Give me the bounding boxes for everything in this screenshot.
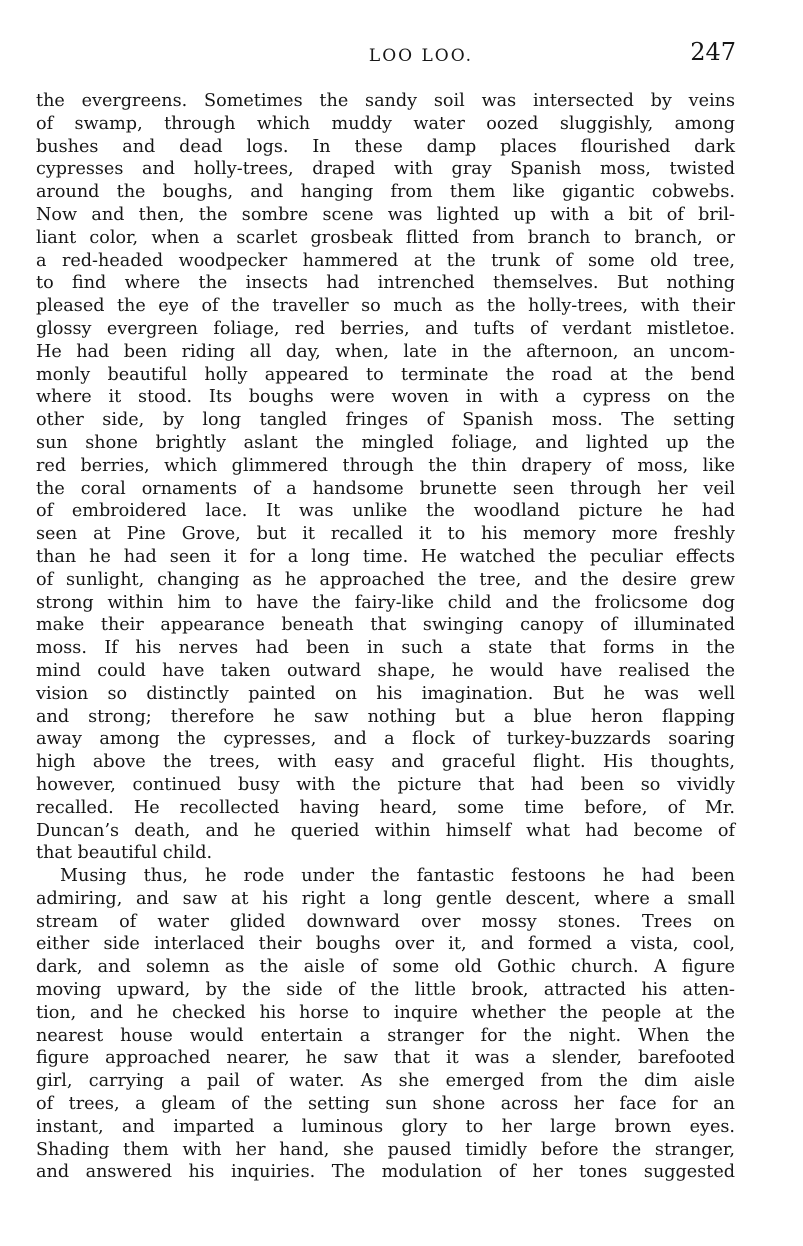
text-line: the coral ornaments of a handsome brunette seen through her veil [36,478,735,499]
text-line: however, continued busy with the picture that had been so vividly [36,774,735,795]
text-line: tion, and he checked his horse to inquire whether the people at the [36,1002,735,1023]
text-line: and answered his inquiries. The modulation of her tones suggested [36,1162,735,1183]
text-line: that beautiful child. [36,843,213,864]
text-line: of sunlight, changing as he approached the tree, and the desire grew [36,569,735,590]
text-line: figure approached nearer, he saw that it was a slender, barefooted [36,1048,735,1069]
text-line: seen at Pine Grove, but it recalled it to his memory more freshly [36,524,735,545]
body-text [36,90,735,1184]
text-line: admiring, and saw at his right a long gentle descent, where a small [36,888,735,909]
text-line: red berries, which glimmered through the thin drapery of moss, like [36,455,735,476]
text-line: liant color, when a scarlet grosbeak flitted from branch to branch, or [36,227,735,248]
text-line: of trees, a gleam of the setting sun shone across her face for an [36,1094,735,1115]
paragraph-1 [36,90,735,865]
text-line: monly beautiful holly appeared to terminate the road at the bend [36,364,735,385]
text-line: Duncan’s death, and he queried within himself what had become of [36,820,735,841]
text-line: to find where the insects had intrenched themselves. But nothing [36,273,735,294]
text-line: dark, and solemn as the aisle of some old Gothic church. A figure [36,957,735,978]
text-line: bushes and dead logs. In these damp places flourished dark [36,136,735,157]
text-line: recalled. He recollected having heard, some time before, of Mr. [36,797,735,818]
page-header [36,38,736,68]
text-line: strong within him to have the fairy-like child and the frolicsome dog [36,592,735,613]
text-line: make their appearance beneath that swinging canopy of illuminated [36,615,735,636]
text-line: nearest house would entertain a stranger for the night. When the [36,1025,735,1046]
text-line: instant, and imparted a luminous glory to her large brown eyes. [36,1116,735,1137]
text-line: either side interlaced their boughs over it, and formed a vista, cool, [36,934,735,955]
text-line: than he had seen it for a long time. He watched the peculiar effects [36,546,735,567]
text-line: pleased the eye of the traveller so much as the holly-trees, with their [36,296,735,317]
text-line: of embroidered lace. It was unlike the woodland picture he had [36,501,735,522]
page-number: 247 [690,38,736,66]
text-line: moss. If his nerves had been in such a state that forms in the [36,638,735,659]
text-line: He had been riding all day, when, late in the afternoon, an uncom- [36,341,735,362]
text-line: where it stood. Its boughs were woven in with a cypress on the [36,387,735,408]
text-line: high above the trees, with easy and graceful flight. His thoughts, [36,752,735,773]
text-line: cypresses and holly-trees, draped with gray Spanish moss, twisted [36,159,735,180]
text-line: of swamp, through which muddy water oozed sluggishly, among [36,113,735,134]
text-line: the evergreens. Sometimes the sandy soil was intersected by veins [36,91,735,111]
text-line: Now and then, the sombre scene was lighted up with a bit of bril- [36,204,735,225]
text-line: vision so distinctly painted on his imagination. But he was well [36,683,735,704]
paragraph-2 [36,865,735,1184]
text-line: Shading them with her hand, she paused timidly before the stranger, [36,1139,735,1160]
text-line: stream of water glided downward over mossy stones. Trees on [36,911,735,932]
text-line: moving upward, by the side of the little brook, attracted his atten- [36,980,735,1001]
text-line: a red-headed woodpecker hammered at the trunk of some old tree, [36,250,735,271]
text-line: mind could have taken outward shape, he would have realised the [36,660,735,681]
running-title: LOO LOO. [368,46,474,66]
text-line: and strong; therefore he saw nothing but a blue heron flapping [36,706,735,727]
text-line: around the boughs, and hanging from them like gigantic cobwebs. [36,182,735,203]
text-line: away among the cypresses, and a flock of turkey-buzzards soaring [36,729,735,750]
text-line: glossy evergreen foliage, red berries, and tufts of verdant mistletoe. [36,318,735,339]
text-line: girl, carrying a pail of water. As she emerged from the dim aisle [36,1071,735,1092]
text-line: other side, by long tangled fringes of Spanish moss. The setting [36,410,735,431]
text-line: sun shone brightly aslant the mingled foliage, and lighted up the [36,432,735,453]
text-line: Musing thus, he rode under the fantastic festoons he had been [60,866,735,887]
